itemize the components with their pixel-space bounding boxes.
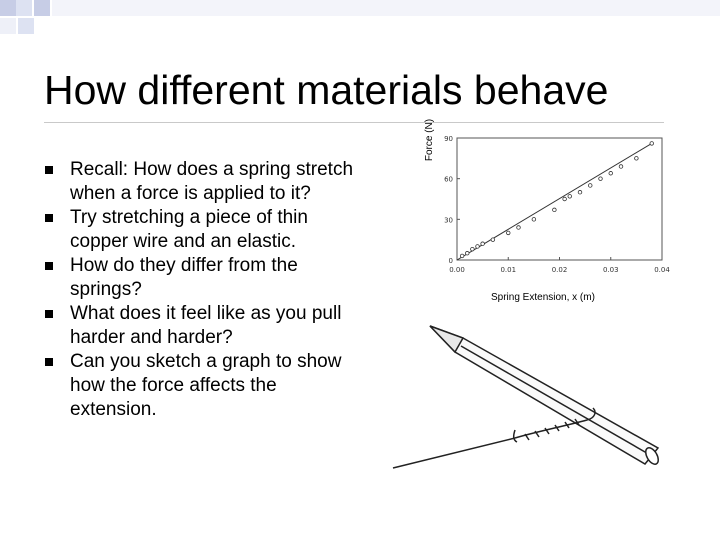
- data-point: [553, 208, 557, 212]
- data-point: [460, 254, 464, 258]
- title-divider: [44, 122, 664, 123]
- bullet-text: How do they differ from the springs?: [70, 255, 298, 300]
- bullet-item: [70, 206, 355, 254]
- x-tick-label: 0.02: [551, 266, 568, 274]
- x-tick-label: 0.00: [449, 266, 465, 274]
- data-point: [563, 197, 567, 201]
- data-point: [619, 165, 623, 169]
- data-point: [635, 157, 639, 161]
- data-point: [517, 226, 521, 230]
- data-point: [491, 238, 495, 242]
- pencil-icon: [430, 326, 661, 466]
- data-point: [481, 242, 485, 246]
- y-tick-label: 60: [444, 175, 453, 184]
- slide-title: How different materials behave: [44, 67, 609, 113]
- square-bullet-icon: [45, 358, 53, 366]
- square-bullet-icon: [45, 262, 53, 270]
- bullet-list: [70, 158, 355, 422]
- y-axis-label: Force (N): [424, 118, 435, 162]
- data-point: [599, 177, 603, 181]
- y-tick-label: 30: [444, 216, 453, 225]
- data-point: [465, 251, 469, 255]
- square-bullet-icon: [45, 310, 53, 318]
- y-tick-label: 90: [444, 135, 453, 143]
- x-tick-label: 0.01: [500, 266, 517, 274]
- data-point: [471, 247, 475, 251]
- data-point: [578, 190, 582, 194]
- data-point: [532, 218, 536, 222]
- bullet-item: [70, 350, 355, 422]
- bullet-text: Recall: How does a spring stretch when a force is applied to it?: [70, 159, 354, 204]
- force-extension-chart: [395, 128, 675, 308]
- pencil-wire-image: [375, 308, 675, 490]
- bullet-text: What does it feel like as you pull harder and harder?: [70, 303, 342, 348]
- data-point: [609, 171, 613, 175]
- bullet-text: Try stretching a piece of thin copper wire and an elastic.: [70, 207, 308, 252]
- data-point: [476, 245, 480, 249]
- x-tick-label: 0.04: [654, 266, 670, 274]
- decorative-squares: [0, 0, 720, 40]
- square-bullet-icon: [45, 166, 53, 174]
- x-tick-label: 0.03: [602, 266, 619, 274]
- x-axis-label: Spring Extension, x (m): [491, 292, 595, 303]
- square-bullet-icon: [45, 214, 53, 222]
- data-point: [506, 231, 510, 235]
- bullet-item: [70, 158, 355, 206]
- data-point: [588, 184, 592, 188]
- bullet-item: [70, 254, 355, 302]
- bullet-item: [70, 302, 355, 350]
- bullet-text: Can you sketch a graph to show how the force affects the extension.: [70, 351, 342, 420]
- y-tick-label: 0: [448, 257, 453, 265]
- trend-line: [457, 143, 652, 260]
- data-point: [650, 142, 654, 146]
- data-point: [568, 194, 572, 198]
